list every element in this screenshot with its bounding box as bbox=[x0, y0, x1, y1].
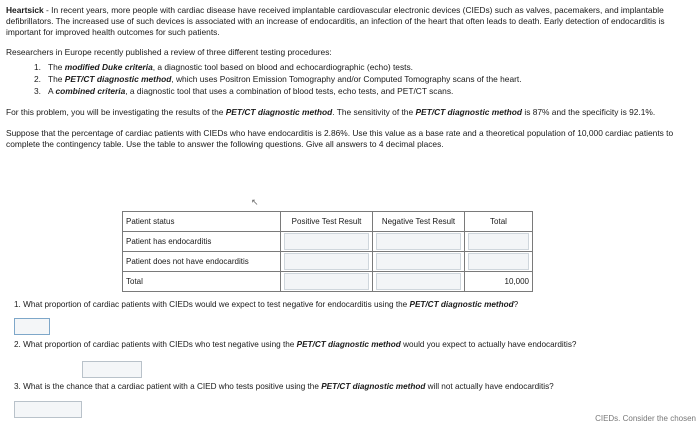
header-cell: Total bbox=[465, 212, 533, 232]
problem-text bbox=[6, 5, 694, 150]
header-cell: Positive Test Result bbox=[281, 212, 373, 232]
procedure-list bbox=[34, 62, 694, 97]
question-2: 2. What proportion of cardiac patients with CIEDs who test negative using the PET/CT diagnostic method would you expect to actually have endocarditis? bbox=[14, 340, 577, 349]
question-1-answer-input[interactable] bbox=[14, 318, 50, 335]
answer-input[interactable] bbox=[284, 233, 369, 250]
table-row bbox=[123, 272, 533, 292]
answer-input[interactable] bbox=[284, 273, 369, 290]
question-3-answer-input[interactable] bbox=[14, 401, 82, 418]
table-row bbox=[123, 232, 533, 252]
procedure-item: 2. The PET/CT diagnostic method, which uses Positron Emission Tomography and/or Computed Tomography scans of the heart. bbox=[34, 74, 522, 84]
row-label: Total bbox=[123, 272, 281, 292]
intro-lead: Heartsick bbox=[6, 5, 44, 15]
answer-input[interactable] bbox=[376, 253, 461, 270]
problem-statement: For this problem, you will be investigating the results of the PET/CT diagnostic method. The sensitivity of the PET/CT diagnostic method is 87% and the specificity is 92.1%. bbox=[6, 107, 656, 117]
header-cell: Negative Test Result bbox=[373, 212, 465, 232]
table-header-row bbox=[123, 212, 533, 232]
grand-total: 10,000 bbox=[465, 272, 533, 292]
question-1: 1. What proportion of cardiac patients with CIEDs would we expect to test negative for endocarditis using the PET/CT diagnostic method? bbox=[14, 300, 519, 309]
header-cell: Patient status bbox=[123, 212, 281, 232]
row-label: Patient does not have endocarditis bbox=[123, 252, 281, 272]
procedure-item: 3. A combined criteria, a diagnostic tool that uses a combination of blood tests, echo tests, and PET/CT scans. bbox=[34, 86, 454, 96]
answer-input[interactable] bbox=[468, 253, 529, 270]
contingency-table bbox=[122, 211, 533, 292]
answer-input[interactable] bbox=[376, 233, 461, 250]
question-2-answer-input[interactable] bbox=[82, 361, 142, 378]
table-row bbox=[123, 252, 533, 272]
answer-input[interactable] bbox=[468, 233, 529, 250]
procedure-item: 1. The modified Duke criteria, a diagnostic tool based on blood and echocardiographic (echo) tests. bbox=[34, 62, 413, 72]
intro-text: - In recent years, more people with cardiac disease have received implantable cardiovascular electronic devices (CIEDs) such as valves, pacemakers, and implantable defibrillators. The increased use of such devices is associated with an increase of endocarditis, an infection of the heart that often leads to death. Early detection of endocarditis is important for improved health outcomes for such patients. bbox=[6, 5, 665, 37]
answer-input[interactable] bbox=[376, 273, 461, 290]
intro-paragraph bbox=[6, 5, 694, 38]
cursor-icon: ↖ bbox=[251, 197, 259, 207]
suppose-paragraph: Suppose that the percentage of cardiac patients with CIEDs who have endocarditis is 2.86%. Use this value as a base rate and a theoretical population of 10,000 cardiac patients to complete the contingency table. Use the table to answer the following questions. Give all answers to 4 decimal places. bbox=[6, 128, 674, 149]
question-3: 3. What is the chance that a cardiac patient with a CIED who tests positive using the PET/CT diagnostic method will not actually have endocarditis? bbox=[14, 382, 554, 391]
row-label: Patient has endocarditis bbox=[123, 232, 281, 252]
corner-text: CIEDs. Consider the chosen bbox=[595, 414, 696, 423]
answer-input[interactable] bbox=[284, 253, 369, 270]
review-line: Researchers in Europe recently published a review of three different testing procedures: bbox=[6, 47, 332, 57]
